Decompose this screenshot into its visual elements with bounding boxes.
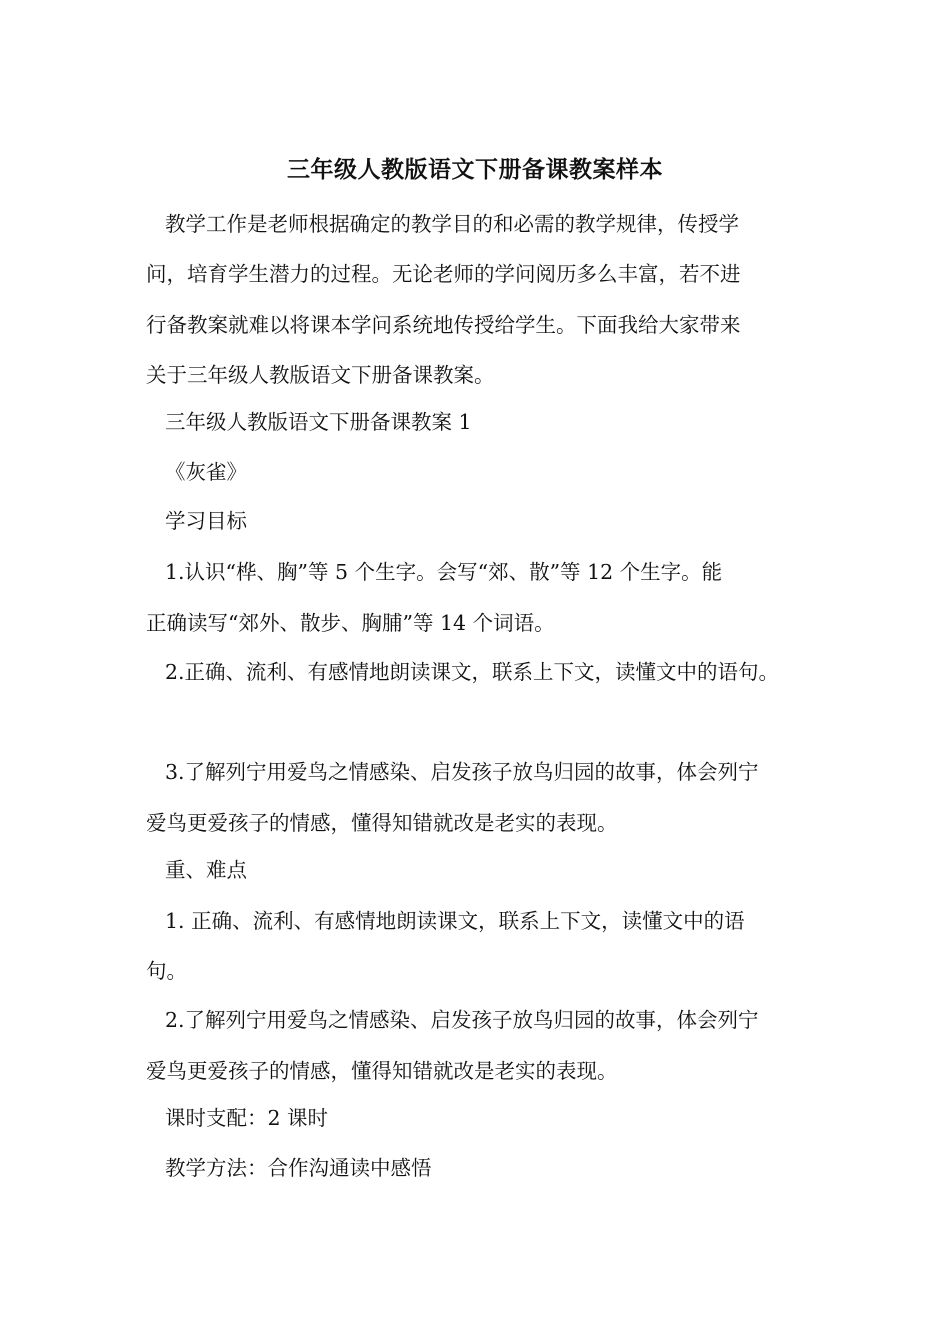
section-heading: 三年级人教版语文下册备课教案 1 bbox=[165, 410, 472, 434]
intro-line-3: 行备教案就难以将课本学问系统地传授给学生。下面我给大家带来 bbox=[146, 313, 741, 337]
objective-3-line-2: 爱鸟更爱孩子的情感，懂得知错就改是老实的表现。 bbox=[146, 811, 618, 835]
objective-1-line-2: 正确读写“郊外、散步、胸脯”等 14 个词语。 bbox=[146, 611, 555, 635]
lesson-title: 《灰雀》 bbox=[165, 460, 247, 484]
key-point-2-line-2: 爱鸟更爱孩子的情感，懂得知错就改是老实的表现。 bbox=[146, 1059, 618, 1083]
document-title: 三年级人教版语文下册备课教案样本 bbox=[287, 157, 663, 183]
key-point-2-line-1: 2.了解列宁用爱鸟之情感染、启发孩子放鸟归园的故事，体会列宁 bbox=[165, 1008, 759, 1032]
intro-line-4: 关于三年级人教版语文下册备课教案。 bbox=[146, 363, 495, 387]
objective-1-line-1: 1.认识“桦、胸”等 5 个生字。会写“郊、散”等 12 个生字。能 bbox=[165, 560, 723, 584]
objective-2: 2.正确、流利、有感情地朗读课文，联系上下文，读懂文中的语句。 bbox=[165, 660, 780, 684]
class-hours: 课时支配：2 课时 bbox=[165, 1106, 329, 1130]
teaching-method: 教学方法：合作沟通读中感悟 bbox=[165, 1156, 432, 1180]
objectives-heading: 学习目标 bbox=[165, 509, 247, 533]
objective-3-line-1: 3.了解列宁用爱鸟之情感染、启发孩子放鸟归园的故事，体会列宁 bbox=[165, 760, 759, 784]
key-point-1-line-1: 1. 正确、流利、有感情地朗读课文，联系上下文，读懂文中的语 bbox=[165, 909, 745, 933]
key-point-1-line-2: 句。 bbox=[146, 959, 187, 983]
intro-line-2: 问，培育学生潜力的过程。无论老师的学问阅历多么丰富，若不进 bbox=[146, 262, 741, 286]
key-points-heading: 重、难点 bbox=[165, 858, 247, 882]
intro-line-1: 教学工作是老师根据确定的教学目的和必需的教学规律，传授学 bbox=[165, 212, 739, 236]
